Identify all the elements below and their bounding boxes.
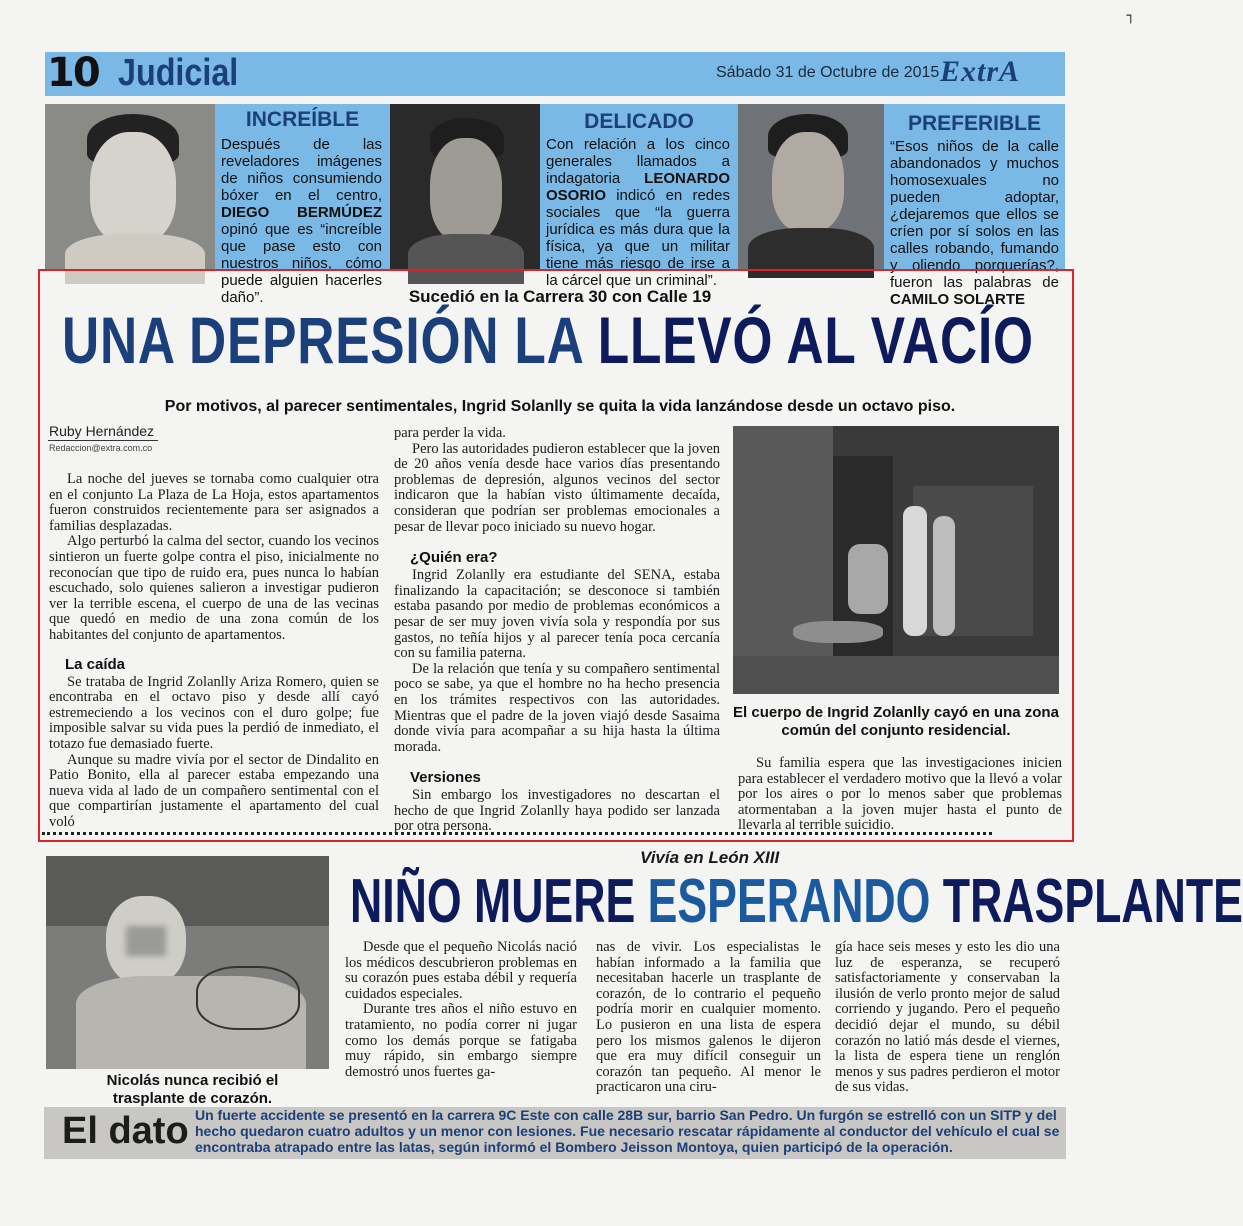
subhead-la-caida: La caída (65, 655, 126, 673)
newspaper-logo: ExtrA (940, 55, 1021, 88)
quote-title: INCREÍBLE (245, 108, 360, 131)
author-email: Redaccion@extra.com.co (49, 443, 153, 453)
quote-title: DELICADO (584, 110, 694, 133)
child-photo-caption: Nicolás nunca recibió el trasplante de corazón. (106, 1072, 279, 1107)
scene-photo (733, 426, 1059, 694)
portrait-camilo-solarte (738, 104, 884, 270)
child-hospital-photo (46, 856, 329, 1069)
paragraph: Aunque su madre vivía por el sector de Dindalito en Patio Bonito, ella al parecer estaba empezando una nueva vida al lado de un compañero sentimental con el que compartirían justamente el apartamento del cual voló (49, 751, 379, 830)
corner-mark: ┐ (1126, 8, 1135, 24)
byline-rule (48, 440, 158, 441)
subhead-versiones: Versiones (410, 769, 481, 787)
paragraph: gía hace seis meses y esto les dio una luz de esperanza, se recuperó satisfactoriamente y conservaban la ilusión de verlo pronto mejor de salud corriendo y jugando. Pero el pequeño decidió dejar el mundo, su débil corazón no latió más desde el viernes, la lista de espera tiene un renglón menos y sus padres perdieron el motor de sus vidas. (835, 939, 1060, 1096)
paragraph: Se trataba de Ingrid Zolanlly Ariza Romero, quien se encontraba en el octavo piso y desde allí cayó estremeciendo a los vecinos con el duro golpe; fue imposible salvar su vida pues la perdió de inmediato, el totazo fue demasiado fuerte. (49, 673, 379, 752)
quote-text: Con relación a los cinco generales llamados a indagatoria LEONARDO OSORIO indicó en redes sociales que “la guerra jurídica es más dura que la física, ya que un militar tiene más riesgo de irse a la cárcel que un criminal”. (546, 136, 730, 289)
quote-box-preferible (884, 104, 1065, 308)
paragraph: De la relación que tenía y su compañero sentimental poco se sabe, ya que el hombre no ha hecho presencia en los trámites respectivos con las autoridades. Mientras que el padre de la joven viajó desde Sasaima donde vivía para acompañar a su hija hasta la última morada. (394, 660, 720, 755)
article-column-3 (738, 756, 1062, 834)
second-article-headline: NIÑO MUERE ESPERANDO TRASPLANTE (350, 867, 1243, 936)
article-byline: Ruby Hernández (49, 423, 155, 439)
portrait-diego-bermudez (45, 104, 215, 270)
portrait-leonardo-osorio (390, 104, 540, 270)
subhead-quien-era: ¿Quién era? (410, 549, 498, 567)
quote-text: Después de las reveladores imágenes de niños consumiendo bóxer en el centro, DIEGO BERMÚDEZ opinó que es “increíble que pase esto con nuestros niños, cómo puede alguien hacerles daño”. (221, 136, 382, 306)
quote-text: “Esos niños de la calle abandonados y muchos homosexuales no pueden adoptar, ¿dejaremos que ellos se críen por sí solos en las calles robando, fumando y oliendo porquerías?, fueron las palabras de CAMILO SOLARTE (890, 138, 1059, 308)
paragraph: La noche del jueves se tornaba como cualquier otra en el conjunto La Plaza de La Hoja, estos apartamentos fueron construidos recientemente para ser asignados a familias desplazadas. (49, 471, 379, 534)
paragraph: para perder la vida. (394, 425, 506, 441)
scene-photo-caption: El cuerpo de Ingrid Zolanlly cayó en una zona común del conjunto residencial. (733, 704, 1059, 739)
el-dato-title: El dato (62, 1110, 189, 1152)
article-column-2 (394, 426, 720, 835)
paragraph: Pero las autoridades pudieron establecer que la joven de 20 años venía desde hace varios días presentando problemas de depresión, algunos vecinos del sector indicaron que la habían visto últimamente decaída, consideran que podrían ser problemas emocionales a pesar de llevar poco iniciado su nuevo hogar. (394, 440, 721, 535)
paragraph: Desde que el pequeño Nicolás nació los médicos descubrieron problemas en su corazón pues estaba débil y requería cuidados especiales. (345, 939, 577, 1002)
page-number: 10 (47, 50, 99, 96)
paragraph: Durante tres años el niño estuvo en tratamiento, no podía correr ni jugar como los demás porque se fatigaba muy rápido, sin embargo siempre demostró unos fuertes ga- (345, 1001, 577, 1080)
dotted-separator (42, 832, 992, 835)
article-headline: UNA DEPRESIÓN LA LLEVÓ AL VACÍO (62, 303, 1034, 377)
paragraph: Algo perturbó la calma del sector, cuando los vecinos sintieron un fuerte golpe contra el piso, inicialmente no reconocían que tipo de ruido era, pues nunca lo habían escuchado, solo quienes salieron a investigar pudieron ver la terrible escena, el cuerpo de una de las vecinas que quedó en medio de una zona común de los habitantes del conjunto de apartamentos. (49, 533, 379, 643)
quote-box-increible (215, 104, 390, 306)
article-kicker: Sucedió en la Carrera 30 con Calle 19 (408, 287, 712, 306)
article-column-1 (49, 472, 379, 830)
el-dato-text: Un fuerte accidente se presentó en la carrera 9C Este con calle 28B sur, barrio San Pedro. Un furgón se estrelló con un SITP y del hecho quedaron cuatro adultos y un menor con lesiones. Fue necesario rescatar rápidamente al conductor del vehículo el cual se encontraba atrapado entre las latas, según informó el Bombero Jeisson Montoya, quien participó de la operación. (195, 1107, 1060, 1155)
second-article-kicker: Vivía en León XIII (640, 848, 780, 867)
quote-box-delicado (540, 104, 738, 289)
paragraph: nas de vivir. Los especialistas le habían informado a la familia que necesitaban hacerle un trasplante de corazón, de lo contrario el pequeño podría morir en cualquier momento. Lo pusieron en una lista de espera pero los mismos galenos le dijeron que era muy difícil conseguir un corazón tan pequeño. Al menor le practicaron una ciru- (596, 939, 821, 1096)
second-article-column-3 (835, 940, 1060, 1096)
section-title: Judicial (118, 52, 239, 94)
paragraph: Sin embargo los investigadores no descartan el hecho de que Ingrid Zolanlly haya podido ser lanzada por otra persona. (394, 787, 720, 835)
quote-title: PREFERIBLE (907, 112, 1041, 135)
paragraph: Ingrid Zolanlly era estudiante del SENA, estaba finalizando la capacitación; se desconoce si también estaba pasando por medio de problemas económicos a pesar de ser muy joven vivía sola y respondía por sus gastos, no teñía hijos y al parecer tenía poca cercanía con su familia paterna. (394, 567, 720, 662)
second-article-column-2 (596, 940, 821, 1096)
issue-date: Sábado 31 de Octubre de 2015 (716, 64, 940, 81)
second-article-column-1 (345, 940, 577, 1080)
article-deck: Por motivos, al parecer sentimentales, Ingrid Solanlly se quita la vida lanzándose desde un octavo piso. (164, 398, 956, 415)
paragraph: Su familia espera que las investigaciones inicien para establecer el verdadero motivo que la llevó a volar por los aires o por lo menos saber que problemas atormentaban a la joven mujer hasta el punto de llevarla al terrible suicidio. (738, 755, 1062, 834)
